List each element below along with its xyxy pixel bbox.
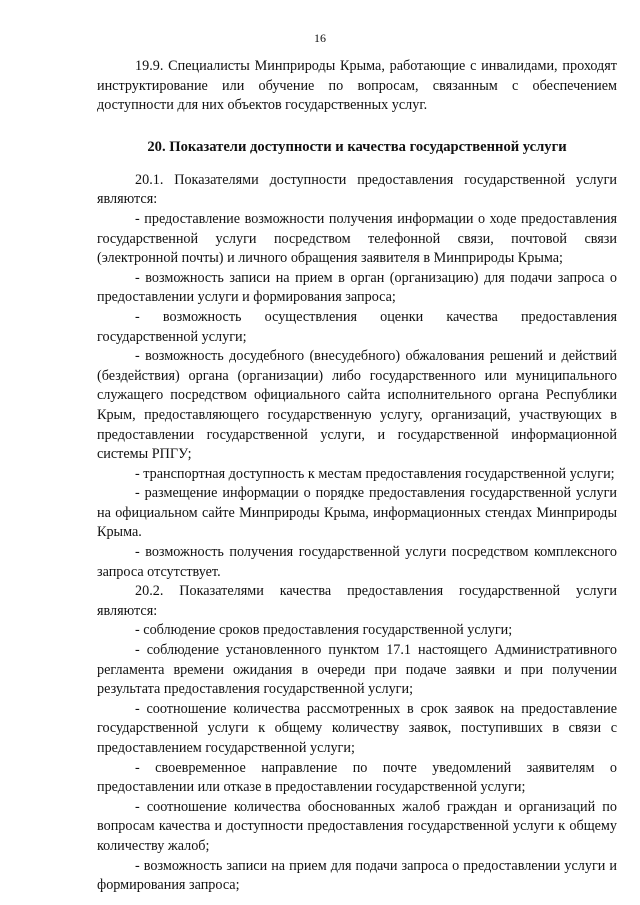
- list-item-20-1-information: - предоставление возможности получения информации о ходе предоставления государственной услуги посредством телефонной связи, почтовой связи (электронной почты) и личного обращения заявителя в Минприроды Крыма;: [97, 210, 617, 267]
- paragraph-20-2-intro: 20.2. Показателями качества предоставления государственной услуги являются:: [97, 583, 617, 619]
- list-item-20-2-notifications: - своевременное направление по почте уведомлений заявителям о предоставлении или отказе в предоставлении государственной услуги;: [97, 759, 617, 796]
- page-number: 16: [314, 31, 326, 45]
- list-item-20-2-waiting-time: - соблюдение установленного пунктом 17.1 настоящего Административного регламента времени ожидания в очереди при подаче заявки и при получении результата предоставления государственной услуги;: [97, 642, 617, 698]
- list-item-20-2-deadlines: - соблюдение сроков предоставления государственной услуги;: [135, 622, 513, 639]
- list-item-20-2-reviewed-ratio: - соотношение количества рассмотренных в срок заявок на предоставление государственной услуги к общему количеству заявок, поступивших в связи с предоставлением государственной услуги;: [97, 700, 617, 756]
- list-item-20-1-appointment: - возможность записи на прием в орган (организацию) для подачи запроса о предоставлении услуги и формирования запроса;: [97, 269, 617, 306]
- paragraph-19-9: 19.9. Специалисты Минприроды Крыма, работающие с инвалидами, проходят инструктирование или обучение по вопросам, связанным с обеспечением доступности для них объектов государственных услуг.: [97, 58, 617, 114]
- list-item-20-2-complaints-ratio: - соотношение количества обоснованных жалоб граждан и организаций по вопросам качества и доступности предоставления государственной услуги к общему количеству жалоб;: [97, 798, 617, 854]
- list-item-20-1-complex-request: - возможность получения государственной услуги посредством комплексного запроса отсутствует.: [97, 544, 617, 580]
- list-item-20-2-appointment: - возможность записи на прием для подачи запроса о предоставлении услуги и формирования запроса;: [97, 857, 617, 894]
- list-item-20-1-quality-assessment: - возможность осуществления оценки качества предоставления государственной услуги;: [97, 308, 617, 345]
- paragraph-20-1-intro: 20.1. Показателями доступности предоставления государственной услуги являются:: [97, 171, 617, 208]
- list-item-20-1-appeal: - возможность досудебного (внесудебного) обжалования решений и действий (бездействия) органа (организации) либо государственного или муниципального служащего посредством официального сайта исполнительного органа Республики Крым, предоставляющего государственную услугу, организаций, участвующих в предоставлении государственной услуги, и государственной информационной системы РПГУ;: [97, 348, 617, 463]
- list-item-20-1-publication: - размещение информации о порядке предоставления государственной услуги на официальном сайте Минприроды Крыма, информационных стендах Минприроды Крыма.: [97, 485, 617, 541]
- list-item-20-1-transport: - транспортная доступность к местам предоставления государственной услуги;: [135, 465, 615, 482]
- section-heading-20: 20. Показатели доступности и качества государственной услуги: [147, 138, 567, 155]
- document-body: [97, 57, 617, 896]
